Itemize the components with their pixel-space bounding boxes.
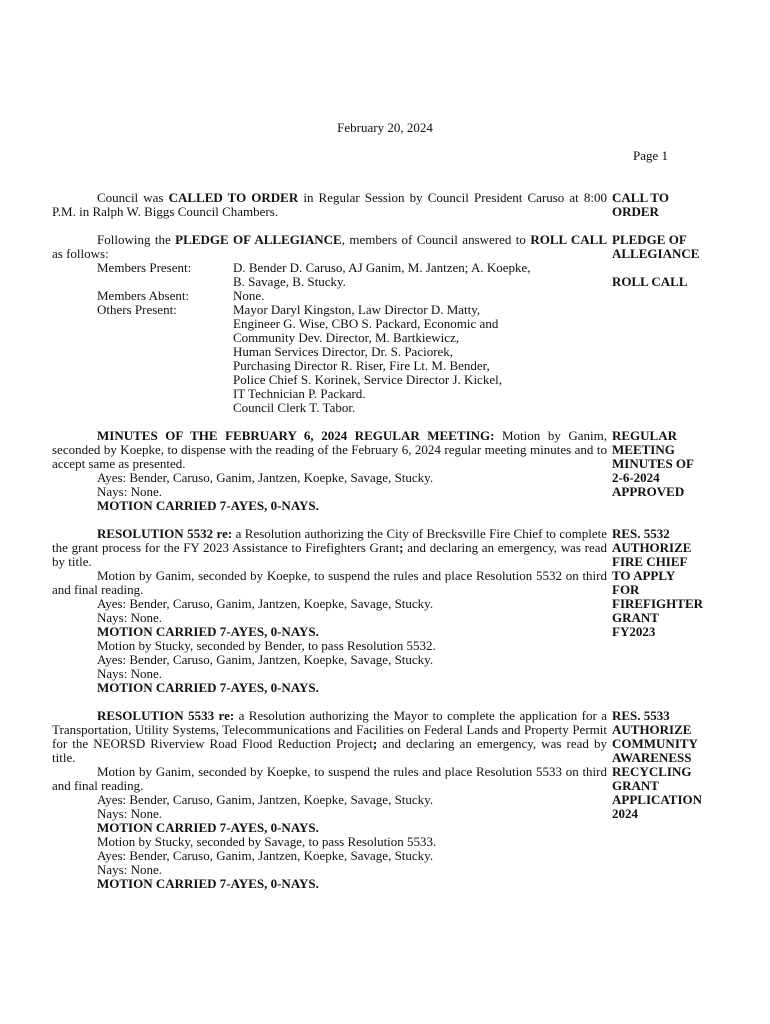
call-to-order-paragraph: Council was CALLED TO ORDER in Regular Session by Council President Caruso at 8:00 P.M. in Ralph W. Biggs Council Chambers. — [52, 190, 607, 219]
minutes-section: MINUTES OF THE FEBRUARY 6, 2024 REGULAR MEETING: Motion by Ganim, seconded by Koepke, to dispense with the reading of the February 6, 2024 regular meeting minutes and to accept same as presented. Ayes: Bender, Caruso, Ganim, Jantzen, Koepke, Savage, Stucky. Nays: None. MOTION CARRIED 7-AYES, 0-NAYS. — [52, 428, 607, 513]
others-present: Others Present: Mayor Daryl Kingston, Law Director D. Matty, Engineer G. Wise, CBO S. Packard, Economic and Community Dev. Director, M. Bartkiewicz, Human Services Director, Dr. S. Paciorek, Purchasing Director R. Riser, Fire Lt. M. Bender, Police Chief S. Korinek, Service Director J. Kickel, IT Technician P. Packard. Council Clerk T. Tabor. — [97, 302, 502, 415]
margin-minutes: REGULAR MEETING MINUTES OF 2-6-2024 APPROVED — [612, 428, 694, 499]
resolution-5533-section: RESOLUTION 5533 re: a Resolution authorizing the Mayor to complete the application for a Transportation, Utility Systems, Telecommunications and Facilities on Federal Lands and Property Permit for the NEORSD Riverview Road Flood Reduction Project; and declaring an emergency, was read by title. Motion by Ganim, seconded by Koepke, to suspend the rules and place Resolution 5533 on third and final reading. Ayes: Bender, Caruso, Ganim, Jantzen, Koepke, Savage, Stucky. Nays: None. MOTION CARRIED 7-AYES, 0-NAYS. Motion by Stucky, seconded by Savage, to pass Resolution 5533. Ayes: Bender, Caruso, Ganim, Jantzen, Koepke, Savage, Stucky. Nays: None. MOTION CARRIED 7-AYES, 0-NAYS. — [52, 708, 607, 891]
document-date: February 20, 2024 — [337, 120, 433, 135]
margin-call-to-order: CALL TO ORDER — [612, 190, 669, 219]
resolution-5532-section: RESOLUTION 5532 re: a Resolution authorizing the City of Brecksville Fire Chief to complete the grant process for the FY 2023 Assistance to Firefighters Grant; and declaring an emergency, was read by title. Motion by Ganim, seconded by Koepke, to suspend the rules and place Resolution 5532 on third and final reading. Ayes: Bender, Caruso, Ganim, Jantzen, Koepke, Savage, Stucky. Nays: None. MOTION CARRIED 7-AYES, 0-NAYS. Motion by Stucky, seconded by Bender, to pass Resolution 5532. Ayes: Bender, Caruso, Ganim, Jantzen, Koepke, Savage, Stucky. Nays: None. MOTION CARRIED 7-AYES, 0-NAYS. — [52, 526, 607, 695]
margin-res-5533: RES. 5533 AUTHORIZE COMMUNITY AWARENESS RECYCLING GRANT APPLICATION 2024 — [612, 708, 703, 821]
margin-roll-call: ROLL CALL — [612, 274, 688, 289]
members-present: Members Present: D. Bender D. Caruso, AJ Ganim, M. Jantzen; A. Koepke, B. Savage, B. Stucky. — [97, 260, 531, 289]
page-number: Page 1 — [633, 148, 669, 163]
members-absent: Members Absent: None. — [97, 288, 265, 303]
margin-res-5532: RES. 5532 AUTHORIZE FIRE CHIEF TO APPLY FOR FIREFIGHTER GRANT FY2023 — [612, 526, 704, 639]
pledge-roll-call-section: Following the PLEDGE OF ALLEGIANCE, members of Council answered to ROLL CALL as follows: Members Present: D. Bender D. Caruso, AJ Ganim, M. Jantzen; A. Koepke, B. Savage, B. Stucky. Members Absent: None. Others Present: Mayor Daryl Kingston, Law Director D. Matty, Engineer G. Wise, CBO S. Packard, Economic and Community Dev. Director, M. Bartkiewicz, Human Services Director, Dr. S. Paciorek, Purchasing Director R. Riser, Fire Lt. M. Bender, Police Chief S. Korinek, Service Director J. Kickel, IT Technician P. Packard. Council Clerk T. Tabor. — [52, 232, 608, 415]
margin-pledge: PLEDGE OF ALLEGIANCE — [612, 232, 700, 261]
